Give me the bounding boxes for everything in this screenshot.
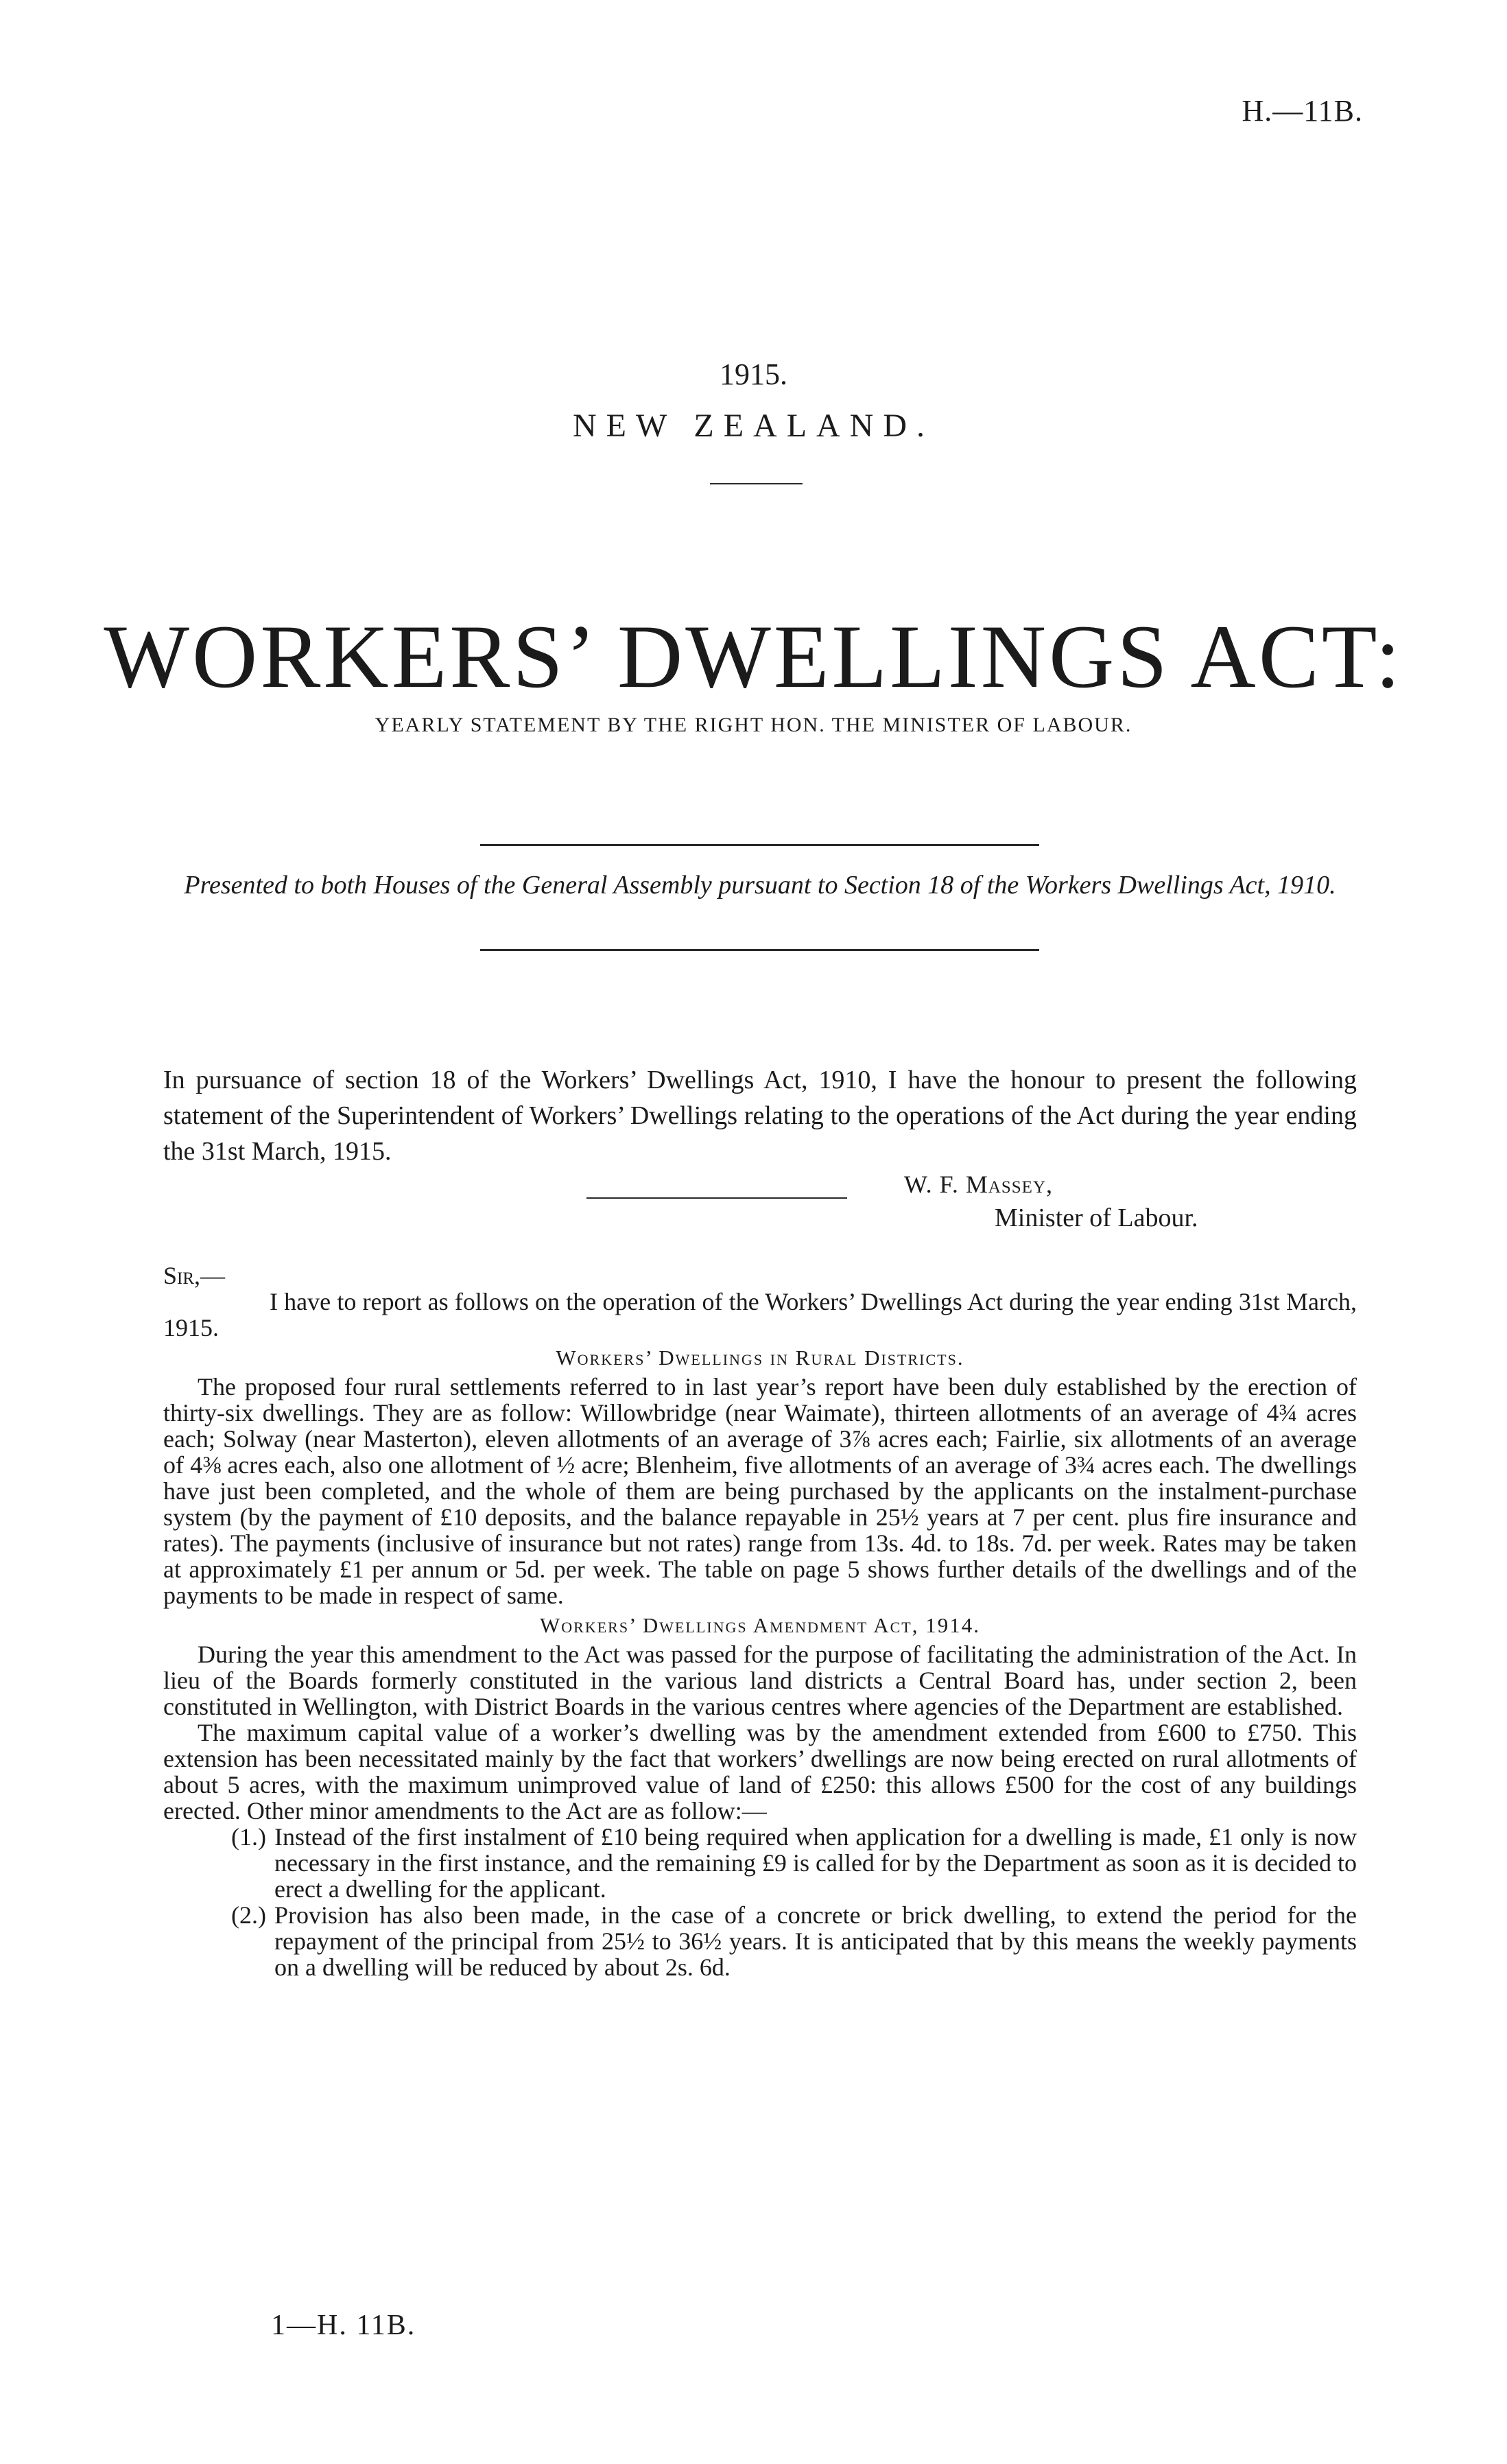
signature-mark: 1—H. 11B. xyxy=(271,2310,416,2341)
short-divider xyxy=(710,483,803,484)
country-heading: NEW ZEALAND. xyxy=(572,408,935,444)
list-item xyxy=(163,1902,1357,1980)
list-item-number: (2.) xyxy=(231,1901,266,1929)
amendment-paragraph-1: During the year this amendment to the Act was passed for the purpose of facilitating the administration of the Act. In lieu of the Boards formerly constituted in the various land districts a Central Board has, under section 2, been constituted in Wellington, with District Boards in the various centres where agencies of the Department are established. xyxy=(163,1641,1357,1720)
signatory-name: W. F. Massey, xyxy=(904,1171,1054,1198)
document-title: WORKERS’ DWELLINGS ACT: xyxy=(104,606,1403,707)
list-item-number: (1.) xyxy=(231,1823,266,1851)
list-item-text: Provision has also been made, in the case of a concrete or brick dwelling, to extend the period for the repayment of the principal from 25½ to 36½ years. It is anticipated that by this means the weekly payments on a dwelling will be reduced by about 2s. 6d. xyxy=(274,1901,1357,1981)
intro-paragraph: In pursuance of section 18 of the Workers’ Dwellings Act, 1910, I have the honour to present the following statement of the Superintendent of Workers’ Dwellings relating to the operations of the Act during the year ending the 31st March, 1915. xyxy=(163,1066,1357,1166)
salutation: Sir,— xyxy=(163,1262,226,1289)
signatory-title: Minister of Labour. xyxy=(995,1204,1198,1232)
document-reference: H.—11B. xyxy=(1242,94,1363,128)
presented-note: Presented to both Houses of the General Assembly pursuant to Section 18 of the Workers Dwellings Act, 1910. xyxy=(184,871,1336,900)
opening-paragraph: I have to report as follows on the operation of the Workers’ Dwellings Act during the year ending 31st March, 1915. xyxy=(163,1288,1357,1341)
list-item xyxy=(163,1824,1357,1902)
section-heading-amendment: Workers’ Dwellings Amendment Act, 1914. xyxy=(540,1613,980,1637)
divider-below-presented xyxy=(480,949,1039,951)
list-item-text: Instead of the first instalment of £10 being required when application for a dwelling is made, £1 only is now necessary in the first instance, and the remaining £9 is called for by the Department as soon as it is decided to erect a dwelling for the applicant. xyxy=(274,1823,1357,1903)
report-body xyxy=(163,1263,1357,1980)
publication-year: 1915. xyxy=(720,357,787,391)
section-heading-rural: Workers’ Dwellings in Rural Districts. xyxy=(556,1346,964,1370)
amendment-paragraph-2: The maximum capital value of a worker’s dwelling was by the amendment extended from £600 to £750. This extension has been necessitated mainly by the fact that workers’ dwellings are now being erected on rural allotments of about 5 acres, with the maximum unimproved value of land of £250: this allows £500 for the cost of any buildings erected. Other minor amendments to the Act are as follow:— xyxy=(163,1719,1357,1824)
document-subtitle: YEARLY STATEMENT BY THE RIGHT HON. THE MINISTER OF LABOUR. xyxy=(375,714,1132,736)
divider-above-presented xyxy=(480,844,1039,846)
signature-divider xyxy=(586,1197,847,1199)
rural-paragraph: The proposed four rural settlements referred to in last year’s report have been duly established by the erection of thirty-six dwellings. They are as follow: Willowbridge (near Waimate), thirteen allotments of an average of 4¾ acres each; Solway (near Masterton), eleven allotments of an average of 3⅞ acres each; Fairlie, six allotments of an average of 4⅜ acres each, also one allotment of ½ acre; Blenheim, five allotments of an average of 3¾ acres each. The dwellings have just been completed, and the whole of them are being purchased by the applicants on the instalment-purchase system (by the payment of £10 deposits, and the balance repayable in 25½ years at 7 per cent. plus fire insurance and rates). The payments (inclusive of insurance but not rates) range from 13s. 4d. to 18s. 7d. per week. Rates may be taken at approximately £1 per annum or 5d. per week. The table on page 5 shows further details of the dwellings and of the payments to be made in respect of same. xyxy=(163,1373,1357,1609)
